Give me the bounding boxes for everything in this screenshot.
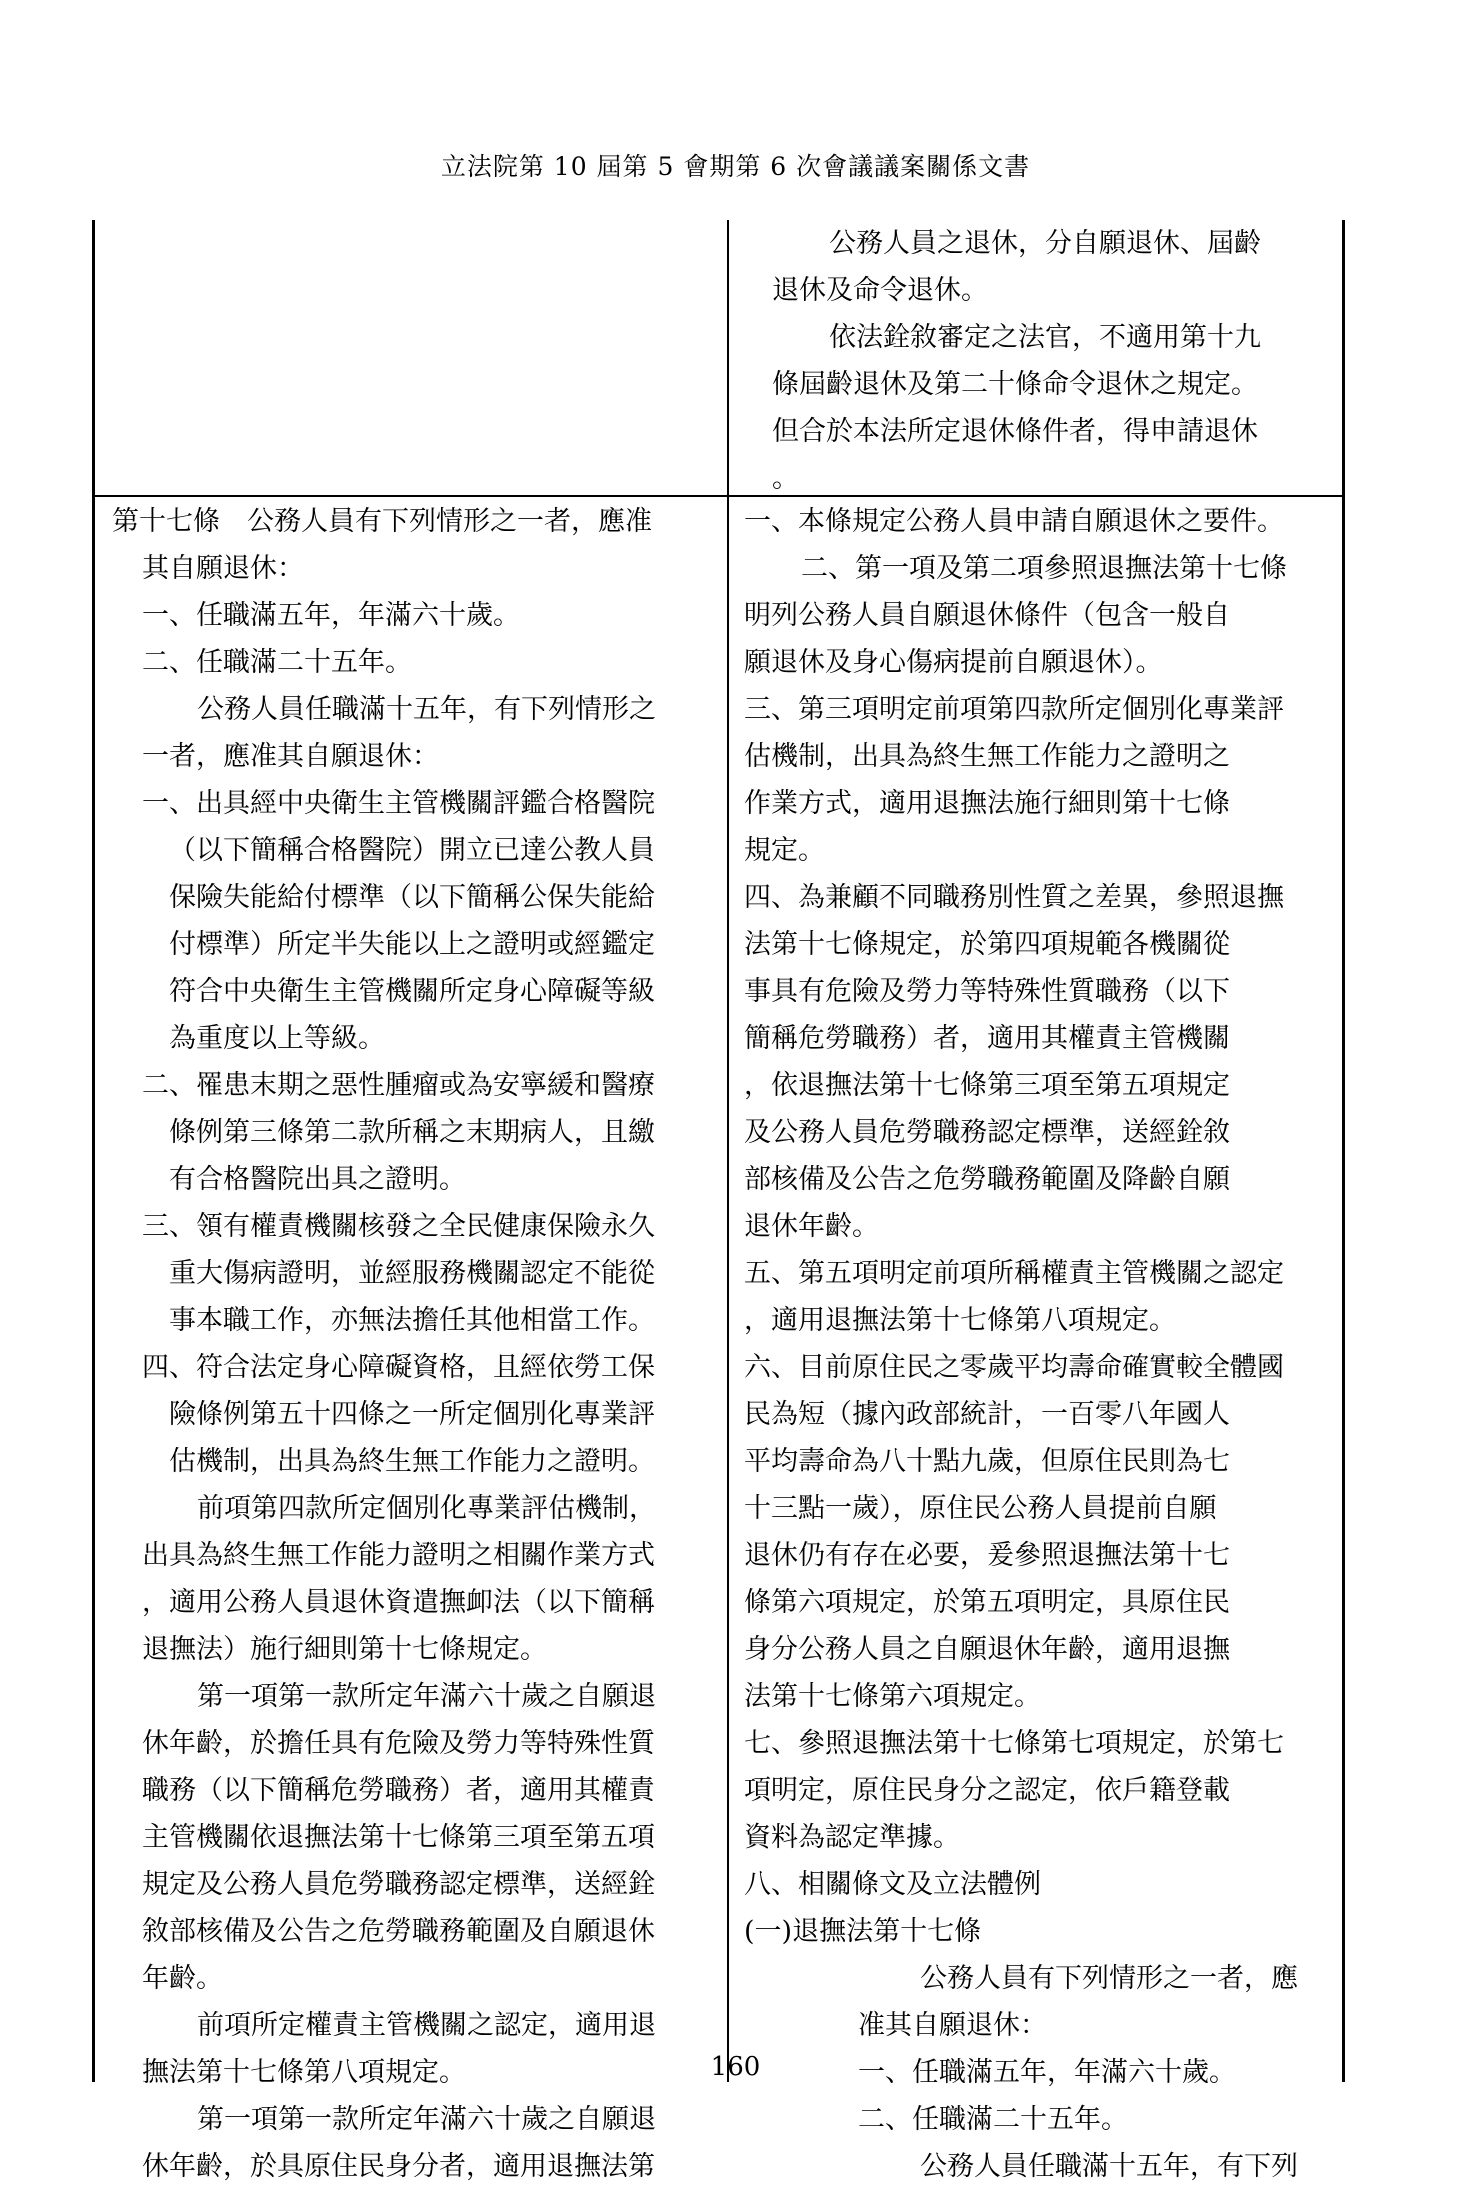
text-line: 簡稱危勞職務）者，適用其權責主管機關 [744, 1023, 1230, 1054]
text-line: 第一項第一款所定年滿六十歲之自願退 [197, 1681, 656, 1712]
text-line: 十三點一歲），原住民公務人員提前自願 [744, 1493, 1217, 1524]
text-line: 八、相關條文及立法體例 [744, 1869, 1041, 1900]
text-line: 但合於本法所定退休條件者，得申請退休 [772, 416, 1258, 447]
text-line: 公務人員有下列情形之一者，應 [920, 1963, 1298, 1994]
text-line: 第十七條 公務人員有下列情形之一者，應准 [112, 506, 652, 537]
text-line: 法第十七條第六項規定。 [744, 1681, 1041, 1712]
text-line: 休年齡，於擔任具有危險及勞力等特殊性質 [142, 1728, 655, 1759]
text-line: 一者，應准其自願退休： [142, 741, 439, 772]
text-line: 事本職工作，亦無法擔任其他相當工作。 [169, 1305, 655, 1336]
text-line: 身分公務人員之自願退休年齡，適用退撫 [744, 1634, 1230, 1665]
text-line: ，依退撫法第十七條第三項至第五項規定 [744, 1070, 1230, 1101]
text-line: 撫法第十七條第八項規定。 [142, 2057, 466, 2088]
text-line: 六、目前原住民之零歲平均壽命確實較全體國 [744, 1352, 1284, 1383]
text-line: 願退休及身心傷病提前自願退休）。 [744, 647, 1163, 678]
text-line: 估機制，出具為終生無工作能力之證明之 [744, 741, 1230, 772]
text-line: ，適用公務人員退休資遣撫卹法（以下簡稱 [142, 1587, 655, 1618]
text-line: 條第六項規定，於第五項明定，具原住民 [744, 1587, 1230, 1618]
table-right-border [1342, 220, 1345, 2082]
text-line: 作業方式，適用退撫法施行細則第十七條 [744, 788, 1230, 819]
text-line: 主管機關依退撫法第十七條第三項至第五項 [142, 1822, 655, 1853]
text-line: 重大傷病證明，並經服務機關認定不能從 [169, 1258, 655, 1289]
text-line: 估機制，出具為終生無工作能力之證明。 [169, 1446, 655, 1477]
text-line: 項明定，原住民身分之認定，依戶籍登載 [744, 1775, 1230, 1806]
text-line: 一、本條規定公務人員申請自願退休之要件。 [744, 506, 1284, 537]
text-line: 一、任職滿五年，年滿六十歲。 [858, 2057, 1236, 2088]
text-line: 規定及公務人員危勞職務認定標準，送經銓 [142, 1869, 655, 1900]
text-line: 明列公務人員自願退休條件（包含一般自 [744, 600, 1230, 631]
text-line: 及公務人員危勞職務認定標準，送經銓敘 [744, 1117, 1230, 1148]
text-line: 規定。 [744, 835, 825, 866]
text-line: 出具為終生無工作能力證明之相關作業方式 [142, 1540, 655, 1571]
text-line: 有合格醫院出具之證明。 [169, 1164, 466, 1195]
page-number: 160 [710, 2052, 761, 2082]
text-line: 資料為認定準據。 [744, 1822, 960, 1853]
text-line: 一、出具經中央衛生主管機關評鑑合格醫院 [142, 788, 655, 819]
text-line: 為重度以上等級。 [169, 1023, 385, 1054]
text-line: 四、符合法定身心障礙資格，且經依勞工保 [142, 1352, 655, 1383]
text-line: 法第十七條規定，於第四項規範各機關從 [744, 929, 1230, 960]
text-line: 退休及命令退休。 [772, 275, 988, 306]
text-line: 公務人員任職滿十五年，有下列情形之 [197, 694, 656, 725]
text-line: (一)退撫法第十七條 [744, 1916, 982, 1947]
text-line: 平均壽命為八十點九歲，但原住民則為七 [744, 1446, 1230, 1477]
text-line: 四、為兼顧不同職務別性質之差異，參照退撫 [744, 882, 1284, 913]
text-line: （以下簡稱合格醫院）開立已達公教人員 [169, 835, 655, 866]
text-line: 條屆齡退休及第二十條命令退休之規定。 [772, 369, 1258, 400]
text-line: 條例第三條第二款所稱之末期病人，且繳 [169, 1117, 655, 1148]
text-line: 第一項第一款所定年滿六十歲之自願退 [197, 2104, 656, 2135]
text-line: 退撫法）施行細則第十七條規定。 [142, 1634, 547, 1665]
text-line: 五、第五項明定前項所稱權責主管機關之認定 [744, 1258, 1284, 1289]
text-line: 公務人員任職滿十五年，有下列 [920, 2151, 1298, 2182]
text-line: 二、任職滿二十五年。 [858, 2104, 1128, 2135]
text-line: 公務人員之退休，分自願退休、屆齡 [829, 228, 1261, 259]
text-line: 三、領有權責機關核發之全民健康保險永久 [142, 1211, 655, 1242]
text-line: 保險失能給付標準（以下簡稱公保失能給 [169, 882, 655, 913]
main-row-left-column [112, 498, 717, 2190]
text-line: 二、任職滿二十五年。 [142, 647, 412, 678]
text-line: 險條例第五十四條之一所定個別化專業評 [169, 1399, 655, 1430]
text-line: 三、第三項明定前項第四款所定個別化專業評 [744, 694, 1284, 725]
text-line: 前項第四款所定個別化專業評估機制， [197, 1493, 656, 1524]
text-line: 敘部核備及公告之危勞職務範圍及自願退休 [142, 1916, 655, 1947]
text-line: ，適用退撫法第十七條第八項規定。 [744, 1305, 1176, 1336]
text-line: 前項所定權責主管機關之認定，適用退 [197, 2010, 656, 2041]
text-line: 年齡。 [142, 1963, 223, 1994]
text-line: 一、任職滿五年，年滿六十歲。 [142, 600, 520, 631]
text-line: 職務（以下簡稱危勞職務）者，適用其權責 [142, 1775, 655, 1806]
text-line: 七、參照退撫法第十七條第七項規定，於第七 [744, 1728, 1284, 1759]
text-line: 。 [772, 463, 799, 494]
text-line: 依法銓敘審定之法官，不適用第十九 [829, 322, 1261, 353]
text-line: 事具有危險及勞力等特殊性質職務（以下 [744, 976, 1230, 1007]
text-line: 休年齡，於具原住民身分者，適用退撫法第 [142, 2151, 655, 2182]
table-left-border [92, 220, 95, 2082]
text-line: 二、第一項及第二項參照退撫法第十七條 [801, 553, 1287, 584]
text-line: 退休年齡。 [744, 1211, 879, 1242]
text-line: 部核備及公告之危勞職務範圍及降齡自願 [744, 1164, 1230, 1195]
text-line: 退休仍有存在必要，爰參照退撫法第十七 [744, 1540, 1230, 1571]
document-header: 立法院第 10 屆第 5 會期第 6 次會議議案關係文書 [440, 152, 1031, 181]
text-line: 符合中央衛生主管機關所定身心障礙等級 [169, 976, 655, 1007]
text-line: 二、罹患末期之惡性腫瘤或為安寧緩和醫療 [142, 1070, 655, 1101]
main-row-right-column [744, 498, 1342, 2190]
table-center-divider [727, 220, 729, 2082]
top-row-right-column [772, 220, 1342, 502]
text-line: 民為短（據內政部統計，一百零八年國人 [744, 1399, 1230, 1430]
text-line: 准其自願退休： [858, 2010, 1047, 2041]
text-line: 付標準）所定半失能以上之證明或經鑑定 [169, 929, 655, 960]
text-line: 其自願退休： [142, 553, 304, 584]
